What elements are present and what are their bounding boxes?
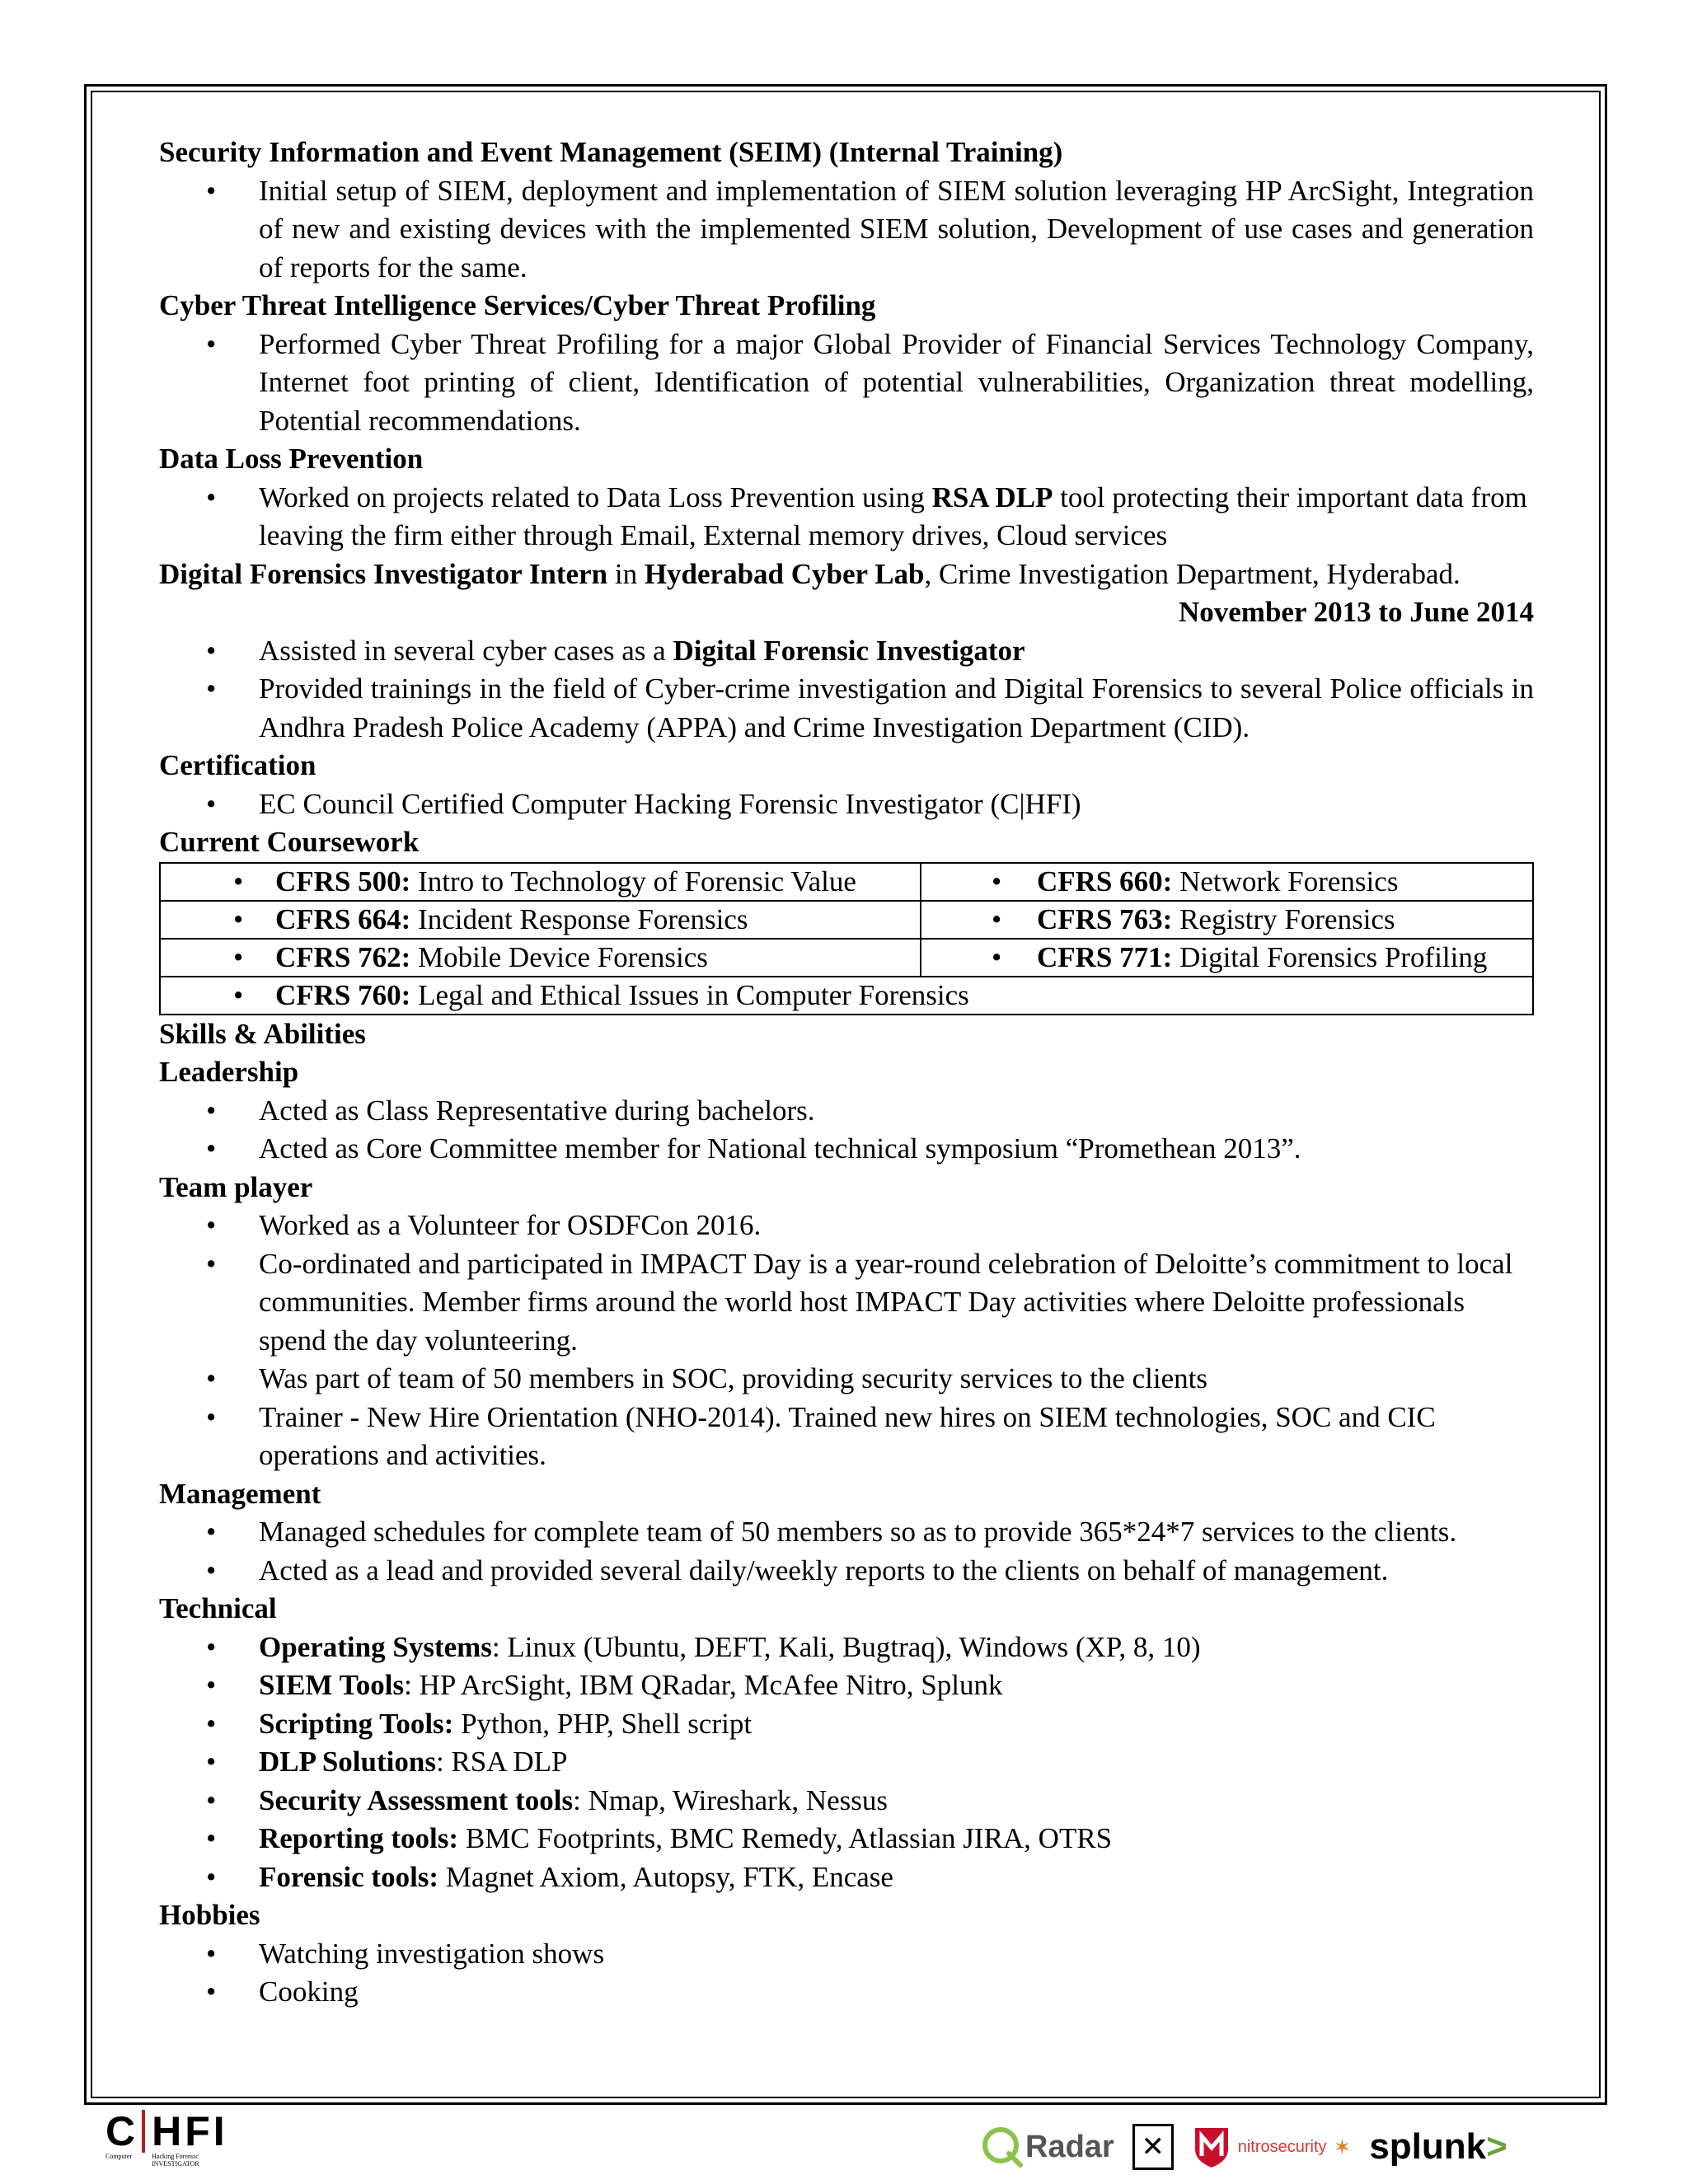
list-item: • Managed schedules for complete team of 50 members so as to provide 365*24*7 services to the clients. — [159, 1513, 1534, 1552]
skill-value: HP ArcSight, IBM QRadar, McAfee Nitro, Splunk — [411, 1669, 1003, 1701]
skill-value: BMC Footprints, BMC Remedy, Atlassian JIRA, OTRS — [458, 1822, 1113, 1854]
table-cell — [160, 901, 921, 939]
course-name: Network Forensics — [1172, 865, 1399, 898]
section-heading-cti: Cyber Threat Intelligence Services/Cyber Threat Profiling — [159, 289, 876, 321]
list-item — [159, 1782, 1534, 1821]
subheading-technical: Technical — [159, 1592, 277, 1624]
intern-role: Digital Forensics Investigator Intern — [159, 557, 608, 590]
arcsight-icon: ✕ — [1132, 2124, 1174, 2170]
splunk-logo — [1369, 2126, 1507, 2168]
skill-label: Forensic tools: — [259, 1860, 439, 1893]
list-item: • Co-ordinated and participated in IMPACT Day is a year-round celebration of Deloitte’s commitment to local communities. Member firms around the world host IMPACT Day activities where Deloitte professionals spend the day volunteering. — [159, 1245, 1534, 1361]
skill-label: Security Assessment tools — [259, 1783, 574, 1816]
list-item: • Was part of team of 50 members in SOC, providing security services to the clients — [159, 1360, 1534, 1399]
chfi-sub1: Hacking Forensic — [152, 2153, 199, 2160]
list-item — [159, 1858, 1534, 1897]
hobbies-list — [159, 1935, 1534, 2012]
coursework-table — [159, 862, 1534, 1015]
chfi-logo — [106, 2110, 228, 2168]
text: , Crime Investigation Department, Hyderabad. — [924, 557, 1461, 590]
course-name: Legal and Ethical Issues in Computer Forensics — [410, 979, 969, 1011]
section-heading-coursework: Current Coursework — [159, 826, 420, 858]
skill-sep: : — [404, 1669, 412, 1701]
chfi-sub2: INVESTIGATOR — [152, 2160, 199, 2168]
skill-value: Magnet Axiom, Autopsy, FTK, Encase — [438, 1860, 893, 1893]
list-item: • Trainer - New Hire Orientation (NHO-2014). Trained new hires on SIEM technologies, SOC and CIC operations and activities. — [159, 1399, 1534, 1475]
list-item: • EC Council Certified Computer Hacking Forensic Investigator (C|HFI) — [159, 785, 1534, 824]
dlp-list — [159, 479, 1534, 555]
skill-sep: : — [491, 1630, 500, 1663]
course-code: CFRS 760: — [275, 979, 411, 1011]
chfi-left — [106, 2110, 145, 2160]
bold-text: Digital Forensic Investigator — [673, 634, 1025, 667]
course-name: Mobile Device Forensics — [410, 941, 708, 973]
skill-label: Reporting tools: — [259, 1822, 459, 1854]
course-name: Intro to Technology of Forensic Value — [410, 865, 856, 898]
bold-text: RSA DLP — [931, 480, 1053, 513]
footer-logos — [0, 2110, 1688, 2184]
list-item — [159, 1666, 1534, 1705]
course-code: CFRS 664: — [275, 903, 411, 935]
course-code: CFRS 500: — [275, 865, 411, 898]
chfi-computer: Computer — [106, 2153, 132, 2160]
text: Worked on projects related to Data Loss Prevention using — [259, 480, 932, 513]
table-row — [160, 863, 1533, 901]
nitro-logo — [1192, 2125, 1352, 2169]
section-heading-seim: Security Information and Event Management (SEIM) (Internal Training) — [159, 136, 1063, 168]
list-item: • Acted as Class Representative during bachelors. — [159, 1092, 1534, 1131]
team-list — [159, 1207, 1534, 1475]
text: tool protecting their important data from leaving the firm either through Email, External memory drives, Cloud services — [259, 480, 1527, 551]
list-item: • Provided trainings in the field of Cyber-crime investigation and Digital Forensics to several Police officials in Andhra Pradesh Police Academy (APPA) and Crime Investigation Department (CID). — [159, 670, 1534, 747]
course-name: Incident Response Forensics — [410, 903, 748, 935]
list-item: • Acted as a lead and provided several daily/weekly reports to the clients on behalf of management. — [159, 1552, 1534, 1591]
list-item — [159, 1820, 1534, 1858]
subheading-management: Management — [159, 1477, 321, 1510]
section-heading-dlp: Data Loss Prevention — [159, 443, 424, 475]
table-cell — [921, 901, 1533, 939]
list-item — [159, 632, 1534, 671]
table-row — [160, 939, 1533, 977]
table-cell — [921, 939, 1533, 977]
section-heading-certification: Certification — [159, 749, 316, 781]
list-item: • Initial setup of SIEM, deployment and implementation of SIEM solution leveraging HP ArcSight, Integration of new and existing devices with the implemented SIEM solution, Development of use cases and generation of reports for the same. — [159, 172, 1534, 288]
course-name: Digital Forensics Profiling — [1172, 941, 1488, 973]
chfi-hfi: HFI — [152, 2108, 228, 2154]
list-item: • Watching investigation shows — [159, 1935, 1534, 1974]
table-row — [160, 977, 1533, 1015]
list-item: • Worked as a Volunteer for OSDFCon 2016. — [159, 1207, 1534, 1245]
course-name: Registry Forensics — [1172, 903, 1395, 935]
text: Assisted in several cyber cases as a — [259, 634, 673, 667]
technical-list — [159, 1629, 1534, 1897]
splunk-text: splunk — [1369, 2126, 1487, 2167]
nitro-spark-icon: ✶ — [1333, 2134, 1352, 2159]
list-item: • Acted as Core Committee member for National technical symposium “Promethean 2013”. — [159, 1130, 1534, 1169]
text: in — [607, 557, 645, 590]
intern-dates: November 2013 to June 2014 — [1179, 596, 1534, 628]
mcafee-shield-icon — [1192, 2125, 1231, 2169]
table-cell — [160, 977, 1533, 1015]
intern-org: Hyderabad Cyber Lab — [644, 557, 925, 590]
qradar-logo — [981, 2125, 1114, 2168]
skill-label: Scripting Tools: — [259, 1707, 454, 1740]
list-item — [159, 1629, 1534, 1667]
qradar-q-icon — [981, 2125, 1024, 2168]
chfi-right — [145, 2110, 228, 2168]
list-item: • Cooking — [159, 1973, 1534, 2012]
skill-value: Linux (Ubuntu, DEFT, Kali, Bugtraq), Windows (XP, 8, 10) — [499, 1630, 1201, 1663]
seim-list — [159, 172, 1534, 288]
chfi-c: C — [106, 2110, 145, 2153]
course-code: CFRS 660: — [1037, 865, 1173, 898]
qradar-text: Radar — [1025, 2129, 1114, 2164]
list-item — [159, 1743, 1534, 1782]
skill-value: RSA DLP — [443, 1746, 568, 1778]
management-list — [159, 1513, 1534, 1590]
skill-sep: : — [435, 1746, 444, 1778]
skill-label: DLP Solutions — [259, 1746, 436, 1778]
subheading-team-player: Team player — [159, 1170, 313, 1203]
table-cell — [921, 863, 1533, 901]
skill-sep: : — [573, 1783, 581, 1816]
resume-content — [159, 134, 1534, 2012]
course-code: CFRS 763: — [1037, 903, 1173, 935]
certification-list — [159, 785, 1534, 824]
intern-list — [159, 632, 1534, 748]
cti-list — [159, 326, 1534, 441]
intern-heading — [159, 555, 1534, 594]
leadership-list — [159, 1092, 1534, 1169]
table-cell — [160, 863, 921, 901]
subheading-leadership: Leadership — [159, 1056, 299, 1088]
skill-value: Python, PHP, Shell script — [453, 1707, 753, 1740]
skill-label: Operating Systems — [259, 1630, 492, 1663]
splunk-chevron: > — [1486, 2126, 1507, 2167]
list-item: • Performed Cyber Threat Profiling for a major Global Provider of Financial Services Technology Company, Internet foot printing of client, Identification of potential vulnerabilities, Organization threat modelling, Potential recommendations. — [159, 326, 1534, 441]
table-cell — [160, 939, 921, 977]
list-item — [159, 479, 1534, 555]
section-heading-skills: Skills & Abilities — [159, 1017, 366, 1050]
nitro-text: nitrosecurity — [1237, 2137, 1327, 2156]
subheading-hobbies: Hobbies — [159, 1899, 260, 1931]
course-code: CFRS 762: — [275, 941, 411, 973]
list-item — [159, 1705, 1534, 1744]
vendor-logos — [981, 2110, 1507, 2184]
table-row — [160, 901, 1533, 939]
course-code: CFRS 771: — [1037, 941, 1173, 973]
skill-value: Nmap, Wireshark, Nessus — [580, 1783, 889, 1816]
skill-label: SIEM Tools — [259, 1669, 405, 1701]
